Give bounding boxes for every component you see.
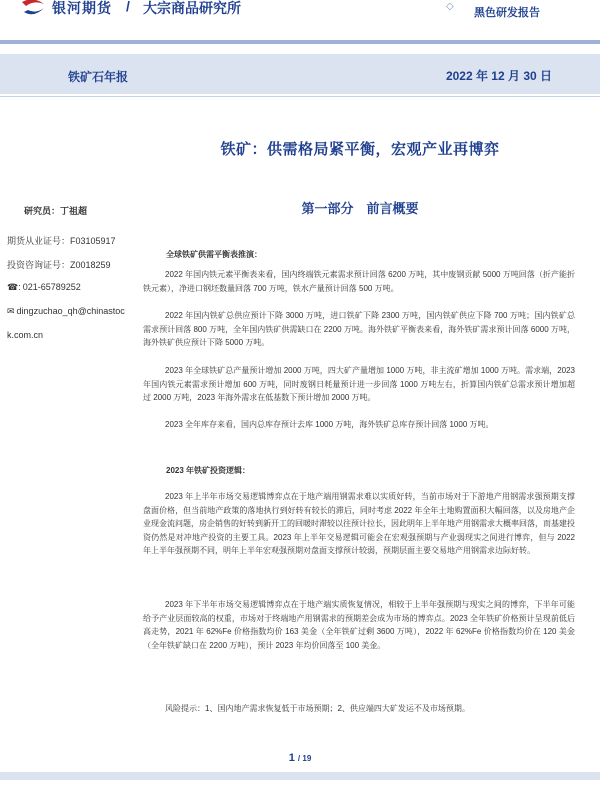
total-pages: / 19 [297,754,312,763]
page-number [0,752,600,764]
band-divider [0,96,600,97]
mail-icon: ✉ [7,306,15,316]
researcher-name: 研究员：丁祖超 [24,206,88,216]
company-name: 银河期货 [52,0,112,16]
risk-warning: 风险提示：1、国内地产需求恢复低于市场预期；2、供应端四大矿发运不及市场预期。 [165,704,470,713]
institute-name: 大宗商品研究所 [143,0,241,16]
balance-heading: 全球铁矿供需平衡表推演： [166,250,262,259]
phone-line [7,282,81,293]
paragraph: 2023 全年库存来看，国内总库存预计去库 1000 万吨，海外铁矿总库存预计回落 1000 万吨。 [165,420,494,429]
galaxy-logo-icon [20,0,46,16]
report-title: 铁矿：供需格局紧平衡，宏观产业再博弈 [220,141,500,158]
section-heading: 第一部分 前言概要 [301,201,419,216]
header-divider [0,40,600,44]
email-part-1: dingzuchao_qh@chinastoc [16,306,125,316]
report-header [0,0,600,40]
email-part-2: k.com.cn [7,330,44,340]
paragraph: 2022 年国内铁矿总供应预计下降 3000 万吨，进口铁矿下降 2300 万吨，国内铁矿供应下降 700 万吨；国内铁矿总需求预计回落 800 万吨，全年国内铁矿供需缺口在 2200 万吨。海外铁矿平衡表来看，海外铁矿需求预计回落 6000 万吨，海外铁矿供应预计下降 5000 万吨。 [143,311,575,347]
diamond-icon: ◇ [446,1,454,12]
report-date: 2022 年 12 月 30 日 [445,69,552,83]
consult-number: 投资咨询证号：Z0018259 [7,260,111,270]
paragraph: 2023 年全球铁矿总产量预计增加 2000 万吨，四大矿产量增加 1000 万吨，非主流矿增加 1000 万吨。需求端，2023 年国内铁元素需求预计增加 600 万吨，同时废钢日耗量预计进一步回落 1000 万吨左右，折算国内铁矿总需求预计增加超过 2000 万吨，2023 年海外需求在低基数下预计增加 2000 万吨。 [143,366,575,402]
license-number: 期货从业证号：F03105917 [7,236,116,246]
footer-band [0,772,600,780]
logic-heading: 2023 年铁矿投资逻辑： [166,466,251,475]
paragraph: 2023 年上半年市场交易逻辑博弈点在于地产端用钢需求难以实质好转，当前市场对于下游地产用钢需求强预期支撑盘面价格，但当前地产政策的落地执行到好转有较长的滞后，同时考虑 2022 年全年土地购置面积大幅回落，以及房地产企业现金流问题，房企销售的好转到新开工的回暖时滞较以往预计拉长，因此明年上半年地产用钢需求大概率回落，而基建投资仍然是对冲地产投资的主要工具。2023 年上半年交易逻辑可能会在宏观强预期与产业弱现实之间进行博弈，但与 2022 年上半年强预期不同，明年上半年宏观强预期对盘面支撑预计较弱，预期层面主要交易地产用钢需求边际好转。 [143,492,575,555]
current-page: 1 [288,752,295,764]
report-type: 铁矿石年报 [68,70,129,84]
phone-number: 021-65789252 [22,282,81,292]
email-line [7,306,125,317]
series-name: 黑色研发报告 [474,7,540,19]
header-slash: / [126,0,130,14]
paragraph: 2023 年下半年市场交易逻辑博弈点在于地产端实质恢复情况，相较于上半年强预期与现实之间的博弈，下半年可能给予产业层面较高的权重，市场对于终端地产用钢需求的预期差会成为市场的博弈点。2023 全年铁矿价格预计呈现前低后高走势，2021 年 62%Fe 价格指数均价 163 美金（全年铁矿过剩 3600 万吨），2022 年 62%Fe 价格指数均价在 120 美金（全年铁矿缺口在 2200 万吨），预计 2023 年均价回落至 100 美金。 [143,600,575,650]
phone-icon: ☎: [7,282,21,292]
paragraph: 2022 年国内铁元素平衡表来看，国内终端铁元素需求预计回落 6200 万吨，其中废钢贡献 5000 万吨回落（折产能折铁元素），净进口钢坯数量回落 700 万吨，铁水产量预计回落 500 万吨。 [143,270,575,293]
